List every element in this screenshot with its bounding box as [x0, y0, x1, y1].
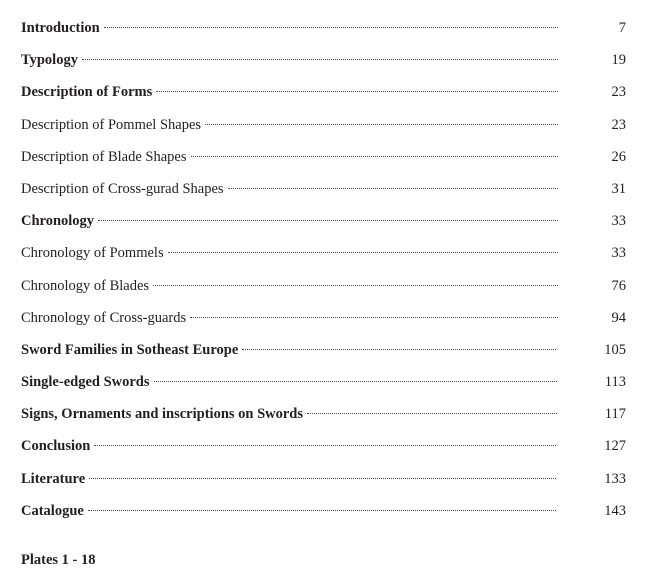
- toc-entry-page: 127: [604, 438, 626, 455]
- toc-entry-page: 133: [604, 470, 626, 487]
- toc-entry-introduction: [21, 12, 626, 44]
- dot-leader: [205, 124, 558, 125]
- toc-entry-title: Chronology of Pommels: [21, 245, 164, 262]
- toc-entry-title: Sword Families in Sotheast Europe: [21, 341, 239, 358]
- toc-entry-description-of-pommel-shapes: [21, 109, 626, 141]
- toc-entry-page: 117: [604, 406, 626, 423]
- toc-entry-page: 33: [611, 213, 626, 230]
- dot-leader: [154, 381, 557, 382]
- dot-leader: [153, 285, 558, 286]
- toc-entry-title: Introduction: [21, 20, 100, 36]
- toc-entry-sword-families: [21, 334, 626, 366]
- toc-entry-description-of-blade-shapes: [21, 141, 626, 173]
- toc-entry-page: 23: [611, 116, 626, 133]
- plates-heading: Plates 1 - 18: [21, 552, 96, 568]
- dot-leader: [156, 91, 558, 92]
- toc-entry-single-edged-swords: [21, 366, 626, 398]
- dot-leader: [94, 445, 556, 446]
- toc-entry-page: 33: [611, 245, 626, 262]
- toc-entry-page: 76: [611, 277, 626, 294]
- toc-entry-description-of-cross-guard-shapes: [21, 173, 626, 205]
- toc-entry-title: Chronology of Blades: [21, 277, 150, 294]
- toc-entry-title: Description of Pommel Shapes: [21, 116, 202, 133]
- toc-entry-description-of-forms: [21, 76, 626, 108]
- toc-entry-title: Chronology: [21, 213, 95, 230]
- toc-entry-title: Description of Blade Shapes: [21, 148, 187, 165]
- toc-entry-page: 113: [604, 374, 626, 391]
- toc-entry-conclusion: [21, 430, 626, 462]
- toc-entry-title: Typology: [21, 52, 78, 69]
- toc-entry-title: Conclusion: [21, 438, 91, 455]
- toc-entry-page: 94: [611, 309, 626, 326]
- toc-entry-title: Description of Cross-gurad Shapes: [21, 180, 224, 197]
- toc-entry-title: Signs, Ornaments and inscriptions on Swords: [21, 406, 304, 423]
- toc-entry-page: 31: [611, 180, 626, 197]
- dot-leader: [191, 156, 558, 157]
- toc-entry-chronology-of-blades: [21, 270, 626, 302]
- dot-leader: [307, 413, 557, 414]
- dot-leader: [242, 349, 556, 350]
- toc-entry-title: Catalogue: [21, 502, 84, 519]
- toc-entry-page: 105: [604, 341, 626, 358]
- dot-leader: [89, 478, 556, 479]
- toc-entry-page: 7: [618, 20, 626, 36]
- toc-entry-page: 23: [611, 84, 626, 101]
- toc-entry-chronology-of-pommels: [21, 237, 626, 269]
- toc-entry-catalogue: [21, 495, 626, 527]
- dot-leader: [104, 27, 558, 28]
- dot-leader: [228, 188, 558, 189]
- toc-entry-chronology-of-cross-guards: [21, 302, 626, 334]
- dot-leader: [82, 59, 558, 60]
- toc-entry-title: Literature: [21, 470, 86, 487]
- dot-leader: [168, 252, 558, 253]
- toc-entry-page: 143: [604, 502, 626, 519]
- table-of-contents: [21, 12, 626, 527]
- toc-entry-literature: [21, 463, 626, 495]
- toc-entry-typology: [21, 44, 626, 76]
- toc-entry-page: 26: [611, 148, 626, 165]
- dot-leader: [88, 510, 556, 511]
- toc-entry-signs-ornaments-inscriptions: [21, 398, 626, 430]
- dot-leader: [190, 317, 558, 318]
- toc-entry-title: Single-edged Swords: [21, 374, 150, 391]
- dot-leader: [98, 220, 558, 221]
- toc-entry-title: Description of Forms: [21, 84, 153, 101]
- toc-entry-title: Chronology of Cross-guards: [21, 309, 187, 326]
- toc-entry-page: 19: [611, 52, 626, 69]
- toc-entry-chronology: [21, 205, 626, 237]
